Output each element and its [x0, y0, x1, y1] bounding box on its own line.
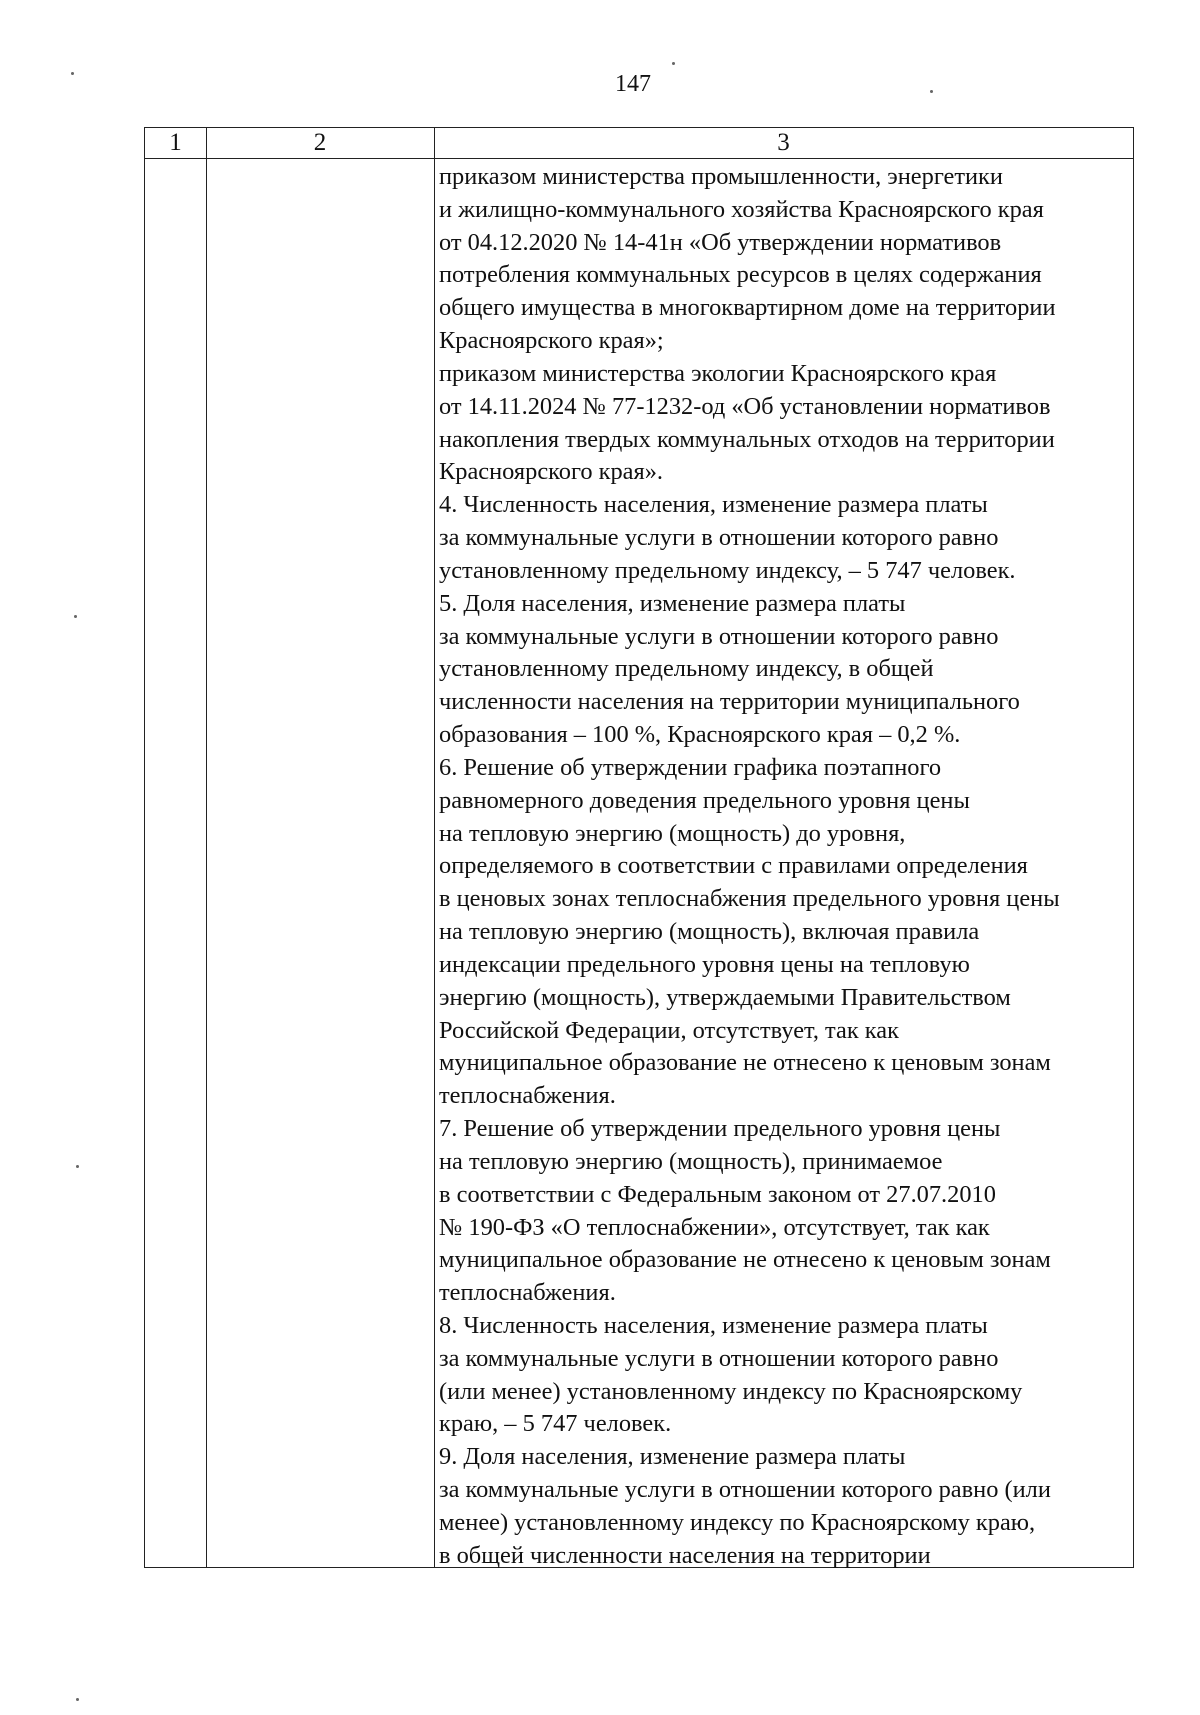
text-line: 4. Численность населения, изменение размера платы: [439, 491, 988, 519]
text-line: менее) установленному индексу по Красноярскому краю,: [439, 1508, 1036, 1536]
table-header-row: [145, 128, 1133, 159]
text-line: Российской Федерации, отсутствует, так как: [439, 1016, 899, 1044]
text-line: 7. Решение об утверждении предельного уровня цены: [439, 1115, 1001, 1143]
text-line: приказом министерства экологии Красноярского края: [439, 359, 997, 387]
text-line: за коммунальные услуги в отношении которого равно: [439, 622, 999, 650]
text-line: 5. Доля населения, изменение размера платы: [439, 589, 906, 617]
text-line: за коммунальные услуги в отношении которого равно: [439, 1344, 999, 1372]
column-header-2: 2: [313, 129, 327, 156]
text-line: 9. Доля населения, изменение размера платы: [439, 1443, 906, 1471]
text-line: приказом министерства промышленности, энергетики: [439, 163, 1003, 190]
text-line: на тепловую энергию (мощность) до уровня,: [439, 819, 906, 847]
text-line: от 14.11.2024 № 77-1232-од «Об установлении нормативов: [439, 392, 1051, 420]
text-line: общего имущества в многоквартирном доме на территории: [439, 294, 1056, 322]
text-line: равномерного доведения предельного уровня цены: [439, 786, 970, 814]
text-line: за коммунальные услуги в отношении которого равно (или: [439, 1476, 1051, 1504]
text-line: на тепловую энергию (мощность), включая правила: [439, 918, 980, 946]
scan-speck: [672, 62, 675, 65]
text-line: определяемого в соответствии с правилами определения: [439, 852, 1028, 880]
text-line: численности населения на территории муниципального: [439, 688, 1020, 716]
scan-speck: [930, 90, 933, 93]
column-divider-1: [206, 128, 207, 1567]
text-line: № 190-ФЗ «О теплоснабжении», отсутствует, так как: [439, 1213, 990, 1241]
text-line: 8. Численность населения, изменение размера платы: [439, 1311, 988, 1339]
text-line: Красноярского края».: [439, 458, 664, 486]
text-line: энергию (мощность), утверждаемыми Правительством: [439, 983, 1011, 1011]
scan-speck: [76, 1165, 79, 1168]
column-header-3: 3: [777, 129, 790, 156]
scan-speck: [74, 615, 77, 618]
document-table: [144, 127, 1134, 1568]
column-3-text: [439, 161, 1139, 1573]
text-line: образования – 100 %, Красноярского края – 0,2 %.: [439, 721, 961, 749]
text-line: установленному предельному индексу, в общей: [439, 655, 934, 683]
text-line: в ценовых зонах теплоснабжения предельного уровня цены: [439, 885, 1060, 913]
text-line: теплоснабжения.: [439, 1082, 616, 1110]
text-line: (или менее) установленному индексу по Красноярскому: [439, 1377, 1023, 1405]
text-line: краю, – 5 747 человек.: [439, 1410, 672, 1438]
text-line: муниципальное образование не отнесено к ценовым зонам: [439, 1246, 1051, 1274]
text-line: за коммунальные услуги в отношении которого равно: [439, 524, 999, 552]
page-number: 147: [615, 71, 651, 97]
scan-speck: [76, 1698, 79, 1701]
text-line: Красноярского края»;: [439, 327, 664, 355]
text-line: муниципальное образование не отнесено к ценовым зонам: [439, 1049, 1051, 1077]
text-line: накопления твердых коммунальных отходов на территории: [439, 425, 1055, 453]
text-line: в соответствии с Федеральным законом от 27.07.2010: [439, 1180, 996, 1208]
column-header-1: 1: [169, 129, 182, 156]
text-line: индексации предельного уровня цены на тепловую: [439, 950, 970, 978]
text-line: и жилищно-коммунального хозяйства Красноярского края: [439, 195, 1044, 223]
scan-speck: [71, 72, 74, 75]
column-divider-2: [434, 128, 435, 1567]
text-line: потребления коммунальных ресурсов в целях содержания: [439, 261, 1042, 289]
text-line: установленному предельному индексу, – 5 747 человек.: [439, 556, 1016, 584]
text-line: от 04.12.2020 № 14-41н «Об утверждении нормативов: [439, 228, 1002, 256]
text-line: в общей численности населения на территории: [439, 1541, 931, 1569]
text-line: на тепловую энергию (мощность), принимаемое: [439, 1147, 943, 1175]
text-line: теплоснабжения.: [439, 1279, 616, 1307]
text-line: 6. Решение об утверждении графика поэтапного: [439, 753, 942, 781]
